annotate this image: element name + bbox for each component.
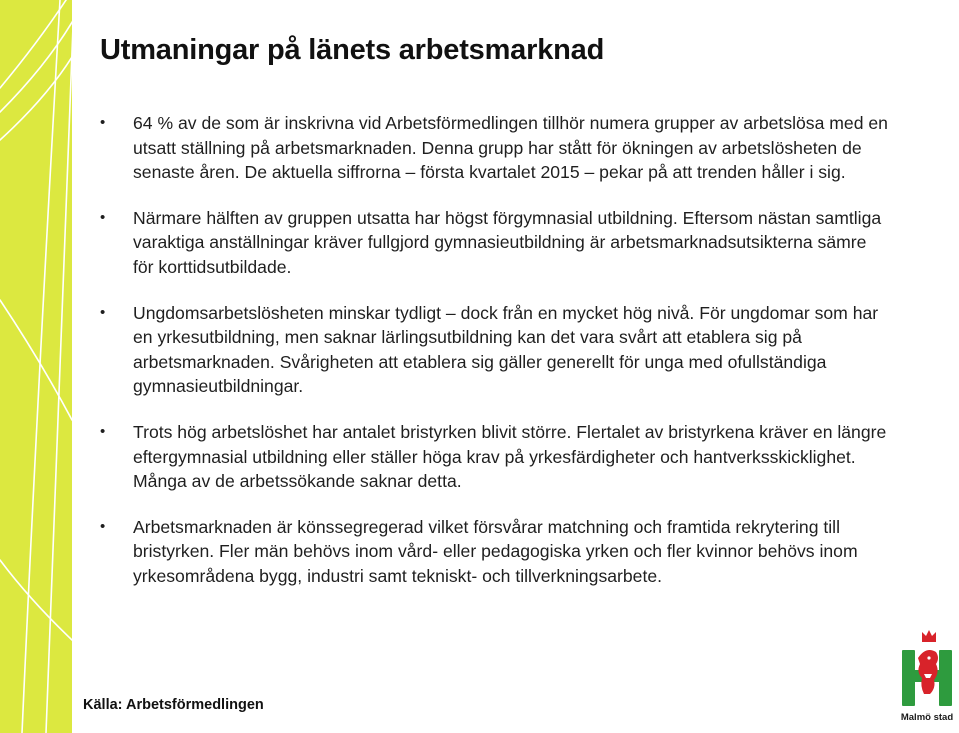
bullet-marker: • (100, 208, 106, 226)
malmo-stad-griffin-shield-icon (896, 628, 958, 712)
decorative-band-pattern (0, 0, 72, 733)
bullet-item (100, 206, 890, 280)
logo-label: Malmö stad (900, 712, 954, 723)
band-background (0, 0, 72, 733)
bullet-item (100, 420, 890, 494)
bullet-marker: • (100, 422, 106, 440)
source-note: Källa: Arbetsförmedlingen (83, 697, 264, 713)
bullet-item (100, 515, 890, 589)
bullet-item (100, 301, 890, 399)
malmo-stad-logo (896, 628, 958, 728)
decorative-side-band (0, 0, 72, 733)
bullet-text: 64 % av de som är inskrivna vid Arbetsförmedlingen tillhör numera grupper av arbetslösa med en utsatt ställning på arbetsmarknaden. Denna grupp har stått för ökningen av arbetslösheten de senaste åren. De aktuella siffrorna – första kvartalet 2015 – pekar på att trenden håller i sig. (133, 113, 888, 183)
bullet-text: Närmare hälften av gruppen utsatta har högst förgymnasial utbildning. Eftersom nästan samtliga varaktiga anställningar kräver fullgjord gymnasieutbildning är arbetsmarknadsutsikterna sämre för korttidsutbildade. (133, 207, 882, 277)
slide-title: Utmaningar på länets arbetsmarknad (100, 34, 605, 66)
bullet-marker: • (100, 114, 106, 131)
bullet-text: Trots hög arbetslöshet har antalet bristyrken blivit större. Flertalet av bristyrkena kräver en längre eftergymnasial utbildning eller ställer höga krav på yrkesfärdigheter och hantverksskicklighet. Många av de arbetssökande saknar detta. (133, 421, 887, 492)
bullet-marker: • (100, 517, 106, 535)
bullet-text: Ungdomsarbetslösheten minskar tydligt – dock från en mycket hög nivå. För ungdomar som har en yrkesutbildning, men saknar lärlingsutbildning kan det vara svårt att etablera sig på arbetsmarknaden. Svårigheten att etablera sig gäller generellt för unga med ofullständiga gymnasieutbildningar. (133, 302, 879, 397)
bullet-marker: • (100, 303, 106, 321)
bullet-item (100, 111, 890, 185)
bullet-text: Arbetsmarknaden är könssegregerad vilket försvårar matchning och framtida rekrytering till bristyrken. Fler män behövs inom vård- eller pedagogiska yrken och fler kvinnor behövs inom yrkesområdena bygg, industri samt tekniskt- och tillverkningsarbete. (133, 516, 858, 586)
bullet-list (100, 111, 890, 610)
logo-griffin (918, 630, 938, 694)
